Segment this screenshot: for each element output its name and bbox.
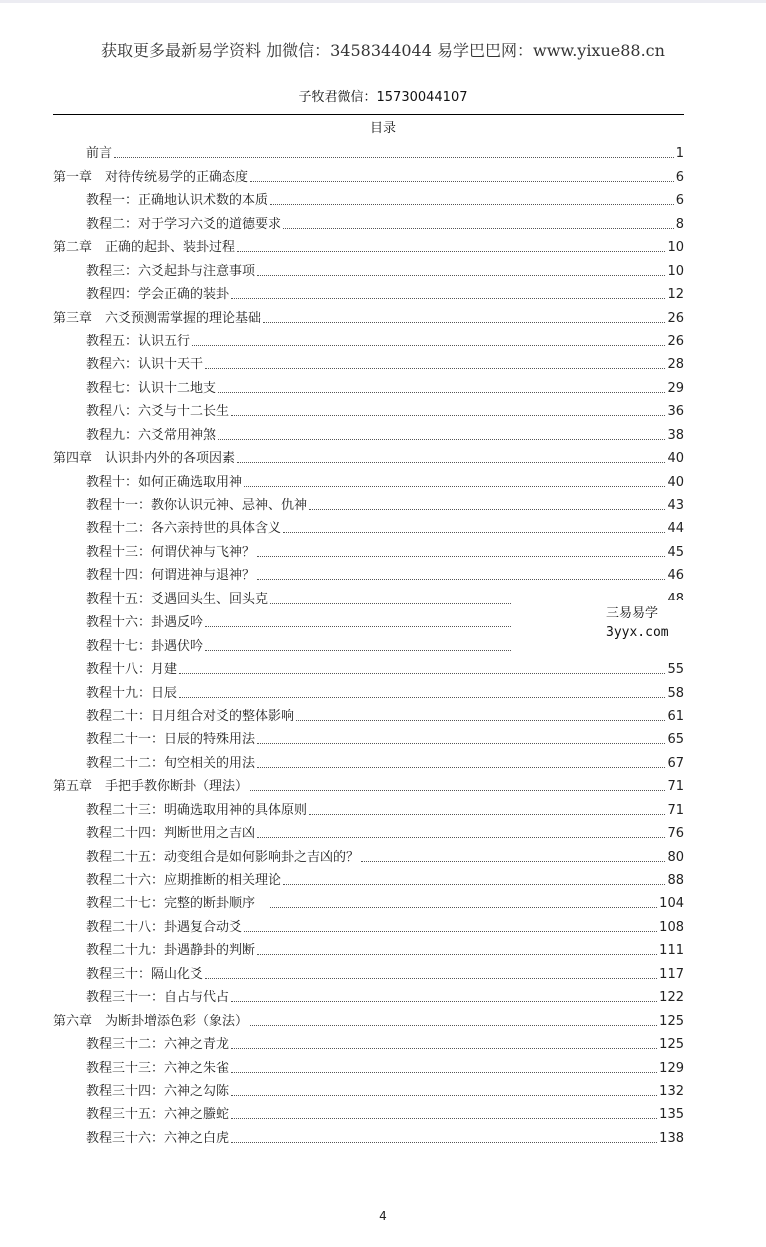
toc-entry-title: 教程九：六爻常用神煞 — [86, 427, 217, 443]
toc-entry-title: 教程八：六爻与十二长生 — [86, 404, 230, 420]
toc-entry-title: 教程三：六爻起卦与注意事项 — [86, 263, 256, 279]
toc-dot-leader — [250, 790, 665, 791]
toc-lesson-entry[interactable] — [53, 842, 684, 865]
toc-entry-title: 教程三十二：六神之青龙 — [86, 1037, 230, 1053]
toc-entry-page: 6 — [675, 193, 684, 209]
toc-title: 目录 — [369, 121, 396, 136]
toc-dot-leader — [309, 814, 665, 815]
toc-entry-title: 教程二十四：判断世用之吉凶 — [86, 826, 256, 842]
toc-dot-leader — [257, 743, 665, 744]
toc-entry-title: 教程十九：日辰 — [86, 685, 178, 701]
toc-entry-page: 44 — [667, 521, 684, 537]
toc-lesson-entry[interactable] — [53, 1077, 684, 1100]
toc-entry-title: 教程五：认识五行 — [86, 333, 191, 349]
toc-dot-leader — [257, 954, 657, 955]
toc-chapter-entry[interactable] — [53, 162, 684, 185]
header-divider — [53, 114, 684, 115]
toc-lesson-entry[interactable] — [53, 936, 684, 959]
toc-entry-page: 129 — [659, 1060, 684, 1076]
toc-entry-title: 教程一：正确地认识术数的本质 — [86, 193, 269, 209]
toc-entry-title: 教程七：认识十二地支 — [86, 380, 217, 396]
toc-entry-title: 教程三十三：六神之朱雀 — [86, 1060, 230, 1076]
watermark-line2: 3yyx.com — [606, 625, 669, 640]
toc-entry-title: 教程十：如何正确选取用神 — [86, 474, 243, 490]
toc-dot-leader — [231, 415, 665, 416]
toc-entry-page: 71 — [667, 779, 684, 795]
toc-dot-leader — [244, 931, 657, 932]
toc-entry-title: 教程二：对于学习六爻的道德要求 — [86, 216, 282, 232]
toc-entry-title: 教程三十四：六神之勾陈 — [86, 1083, 230, 1099]
toc-dot-leader — [231, 1118, 657, 1119]
toc-lesson-entry[interactable] — [53, 373, 684, 396]
toc-lesson-entry[interactable] — [53, 819, 684, 842]
toc-dot-leader — [361, 861, 665, 862]
toc-lesson-entry[interactable] — [53, 702, 684, 725]
toc-entry-page: 61 — [667, 708, 684, 724]
toc-entry-page: 65 — [667, 732, 684, 748]
toc-dot-leader — [179, 697, 665, 698]
toc-lesson-entry[interactable] — [53, 655, 684, 678]
toc-entry-title: 教程十七：卦遇伏吟 — [86, 638, 204, 654]
toc-entry-page: 12 — [667, 287, 684, 303]
toc-entry-page: 1 — [675, 146, 684, 162]
toc-lesson-entry[interactable] — [53, 256, 684, 279]
toc-lesson-entry[interactable] — [53, 983, 684, 1006]
toc-dot-leader — [250, 181, 674, 182]
toc-lesson-entry[interactable] — [53, 725, 684, 748]
toc-dot-leader — [283, 228, 674, 229]
toc-lesson-entry[interactable] — [53, 350, 684, 373]
toc-entry-page: 88 — [667, 873, 684, 888]
toc-entry-title: 教程二十八：卦遇复合动爻 — [86, 919, 243, 935]
toc-entry-page: 122 — [659, 990, 684, 1006]
toc-dot-leader — [257, 275, 665, 276]
toc-lesson-entry[interactable] — [53, 209, 684, 232]
toc-entry-page: 26 — [667, 310, 684, 326]
toc-entry-title: 教程二十六：应期推断的相关理论 — [86, 873, 282, 888]
toc-lesson-entry[interactable] — [53, 866, 684, 889]
toc-entry-title: 第三章 六爻预测需掌握的理论基础 — [53, 310, 262, 326]
toc-dot-leader — [283, 532, 665, 533]
toc-entry-title: 教程二十七：完整的断卦顺序 — [86, 896, 269, 912]
toc-dot-leader — [205, 368, 665, 369]
toc-entry-title: 教程十四：何谓进神与退神？ — [86, 568, 256, 584]
toc-entry-title: 教程三十：隔山化爻 — [86, 966, 204, 982]
toc-dot-leader — [296, 720, 665, 721]
toc-dot-leader — [237, 462, 665, 463]
toc-lesson-entry[interactable] — [53, 420, 684, 443]
toc-dot-leader — [179, 673, 665, 674]
toc-entry-page: 80 — [667, 849, 684, 865]
toc-dot-leader — [263, 322, 665, 323]
toc-entry-title: 教程十六：卦遇反吟 — [86, 615, 204, 631]
toc-entry-title: 教程十五：爻遇回头生、回头克 — [86, 591, 269, 607]
toc-lesson-entry[interactable] — [53, 678, 684, 701]
toc-chapter-entry[interactable] — [53, 444, 684, 467]
toc-entry-page: 125 — [659, 1013, 684, 1029]
toc-entry-title: 教程六：认识十天干 — [86, 357, 204, 373]
page-top-edge — [0, 0, 766, 3]
toc-entry-page: 10 — [667, 263, 684, 279]
toc-entry-title: 第二章 正确的起卦、装卦过程 — [53, 240, 236, 256]
toc-entry-page: 125 — [659, 1037, 684, 1053]
toc-dot-leader — [283, 884, 665, 885]
toc-entry-title: 第四章 认识卦内外的各项因素 — [53, 451, 236, 467]
toc-entry-page: 132 — [659, 1083, 684, 1099]
toc-entry-page: 43 — [667, 498, 684, 513]
toc-dot-leader — [244, 486, 665, 487]
toc-entry-title: 教程三十六：六神之白虎 — [86, 1130, 230, 1146]
toc-entry-page: 111 — [659, 943, 684, 959]
toc-lesson-entry[interactable] — [53, 537, 684, 560]
toc-entry-page: 28 — [667, 357, 684, 373]
toc-lesson-entry[interactable] — [53, 1100, 684, 1123]
toc-entry-title: 教程三十五：六神之螣蛇 — [86, 1107, 230, 1123]
toc-lesson-entry[interactable] — [53, 748, 684, 771]
toc-dot-leader — [231, 1048, 657, 1049]
toc-lesson-entry[interactable] — [53, 280, 684, 303]
toc-entry-page: 71 — [667, 802, 684, 818]
toc-entry-page: 6 — [675, 169, 684, 185]
toc-chapter-entry[interactable] — [53, 772, 684, 795]
toc-dot-leader — [231, 298, 665, 299]
toc-lesson-entry[interactable] — [53, 959, 684, 982]
toc-entry-title: 教程二十九：卦遇静卦的判断 — [86, 943, 256, 959]
toc-entry-title: 教程二十三：明确选取用神的具体原则 — [86, 802, 308, 818]
toc-entry-title: 教程二十五：动变组合是如何影响卦之吉凶的？ — [86, 849, 360, 865]
toc-dot-leader — [250, 1025, 657, 1026]
toc-dot-leader — [257, 837, 665, 838]
toc-lesson-entry[interactable] — [53, 327, 684, 350]
toc-dot-leader — [231, 1072, 657, 1073]
toc-dot-leader — [114, 157, 674, 158]
toc-chapter-entry[interactable] — [53, 1006, 684, 1029]
toc-dot-leader — [270, 907, 657, 908]
toc-dot-leader — [270, 204, 674, 205]
toc-entry-title: 教程十二：各六亲持世的具体含义 — [86, 521, 282, 537]
toc-entry-page: 104 — [659, 896, 684, 912]
toc-entry-page: 40 — [667, 474, 684, 490]
toc-dot-leader — [309, 509, 665, 510]
toc-dot-leader — [192, 345, 665, 346]
toc-chapter-entry[interactable] — [53, 303, 684, 326]
toc-chapter-entry[interactable] — [53, 233, 684, 256]
toc-entry-title: 第六章 为断卦增添色彩（象法） — [53, 1013, 249, 1029]
watermark-text — [606, 604, 669, 642]
toc-dot-leader — [231, 1001, 657, 1002]
toc-entry-page: 29 — [667, 380, 684, 396]
promo-header: 获取更多最新易学资料 加微信：3458344044 易学巴巴网：www.yixue88.cn — [101, 41, 665, 60]
toc-entry-title: 前言 — [86, 146, 113, 162]
toc-lesson-entry[interactable] — [53, 889, 684, 912]
toc-entry-page: 26 — [667, 333, 684, 349]
toc-entry-page: 45 — [667, 544, 684, 560]
watermark-line1: 三易易学 — [606, 606, 659, 621]
toc-entry-page: 10 — [667, 240, 684, 256]
toc-entry-title: 第五章 手把手教你断卦（理法） — [53, 779, 249, 795]
toc-entry-page: 67 — [667, 755, 684, 771]
toc-dot-leader — [237, 251, 665, 252]
toc-entry-title: 教程十一：教你认识元神、忌神、仇神 — [86, 498, 308, 513]
toc-entry-title: 教程二十：日月组合对爻的整体影响 — [86, 708, 295, 724]
toc-entry-page: 38 — [667, 427, 684, 443]
toc-entry-page: 46 — [667, 568, 684, 584]
wechat-contact: 子牧君微信：15730044107 — [298, 90, 468, 105]
toc-dot-leader — [257, 556, 665, 557]
toc-dot-leader — [257, 767, 665, 768]
toc-entry-page: 138 — [659, 1130, 684, 1146]
toc-lesson-entry[interactable] — [53, 186, 684, 209]
toc-entry-page: 76 — [667, 826, 684, 842]
toc-lesson-entry[interactable] — [53, 139, 684, 162]
toc-entry-page: 117 — [659, 966, 684, 982]
toc-entry-title: 教程十三：何谓伏神与飞神？ — [86, 544, 256, 560]
toc-entry-title: 教程三十一：自占与代占 — [86, 990, 230, 1006]
toc-lesson-entry[interactable] — [53, 1030, 684, 1053]
toc-lesson-entry[interactable] — [53, 1123, 684, 1146]
toc-entry-title: 教程四：学会正确的装卦 — [86, 287, 230, 303]
toc-entry-title: 教程二十二：旬空相关的用法 — [86, 755, 256, 771]
toc-lesson-entry[interactable] — [53, 514, 684, 537]
toc-dot-leader — [218, 392, 665, 393]
toc-lesson-entry[interactable] — [53, 795, 684, 818]
toc-entry-page: 40 — [667, 451, 684, 467]
toc-entry-page: 8 — [675, 216, 684, 232]
toc-entry-title: 教程二十一：日辰的特殊用法 — [86, 732, 256, 748]
toc-lesson-entry[interactable] — [53, 1053, 684, 1076]
toc-dot-leader — [231, 1142, 657, 1143]
page-number: 4 — [379, 1209, 387, 1223]
toc-lesson-entry[interactable] — [53, 397, 684, 420]
toc-entry-page: 108 — [659, 919, 684, 935]
toc-lesson-entry[interactable] — [53, 912, 684, 935]
toc-entry-title: 教程十八：月建 — [86, 662, 178, 678]
toc-entry-page: 58 — [667, 685, 684, 701]
toc-lesson-entry[interactable] — [53, 561, 684, 584]
toc-entry-page: 135 — [659, 1107, 684, 1123]
toc-dot-leader — [231, 1095, 657, 1096]
toc-entry-title: 第一章 对待传统易学的正确态度 — [53, 169, 249, 185]
toc-dot-leader — [257, 579, 665, 580]
toc-entry-page: 36 — [667, 404, 684, 420]
toc-lesson-entry[interactable] — [53, 467, 684, 490]
toc-dot-leader — [218, 439, 665, 440]
toc-entry-page: 55 — [667, 662, 684, 678]
toc-lesson-entry[interactable] — [53, 491, 684, 514]
toc-dot-leader — [205, 978, 657, 979]
